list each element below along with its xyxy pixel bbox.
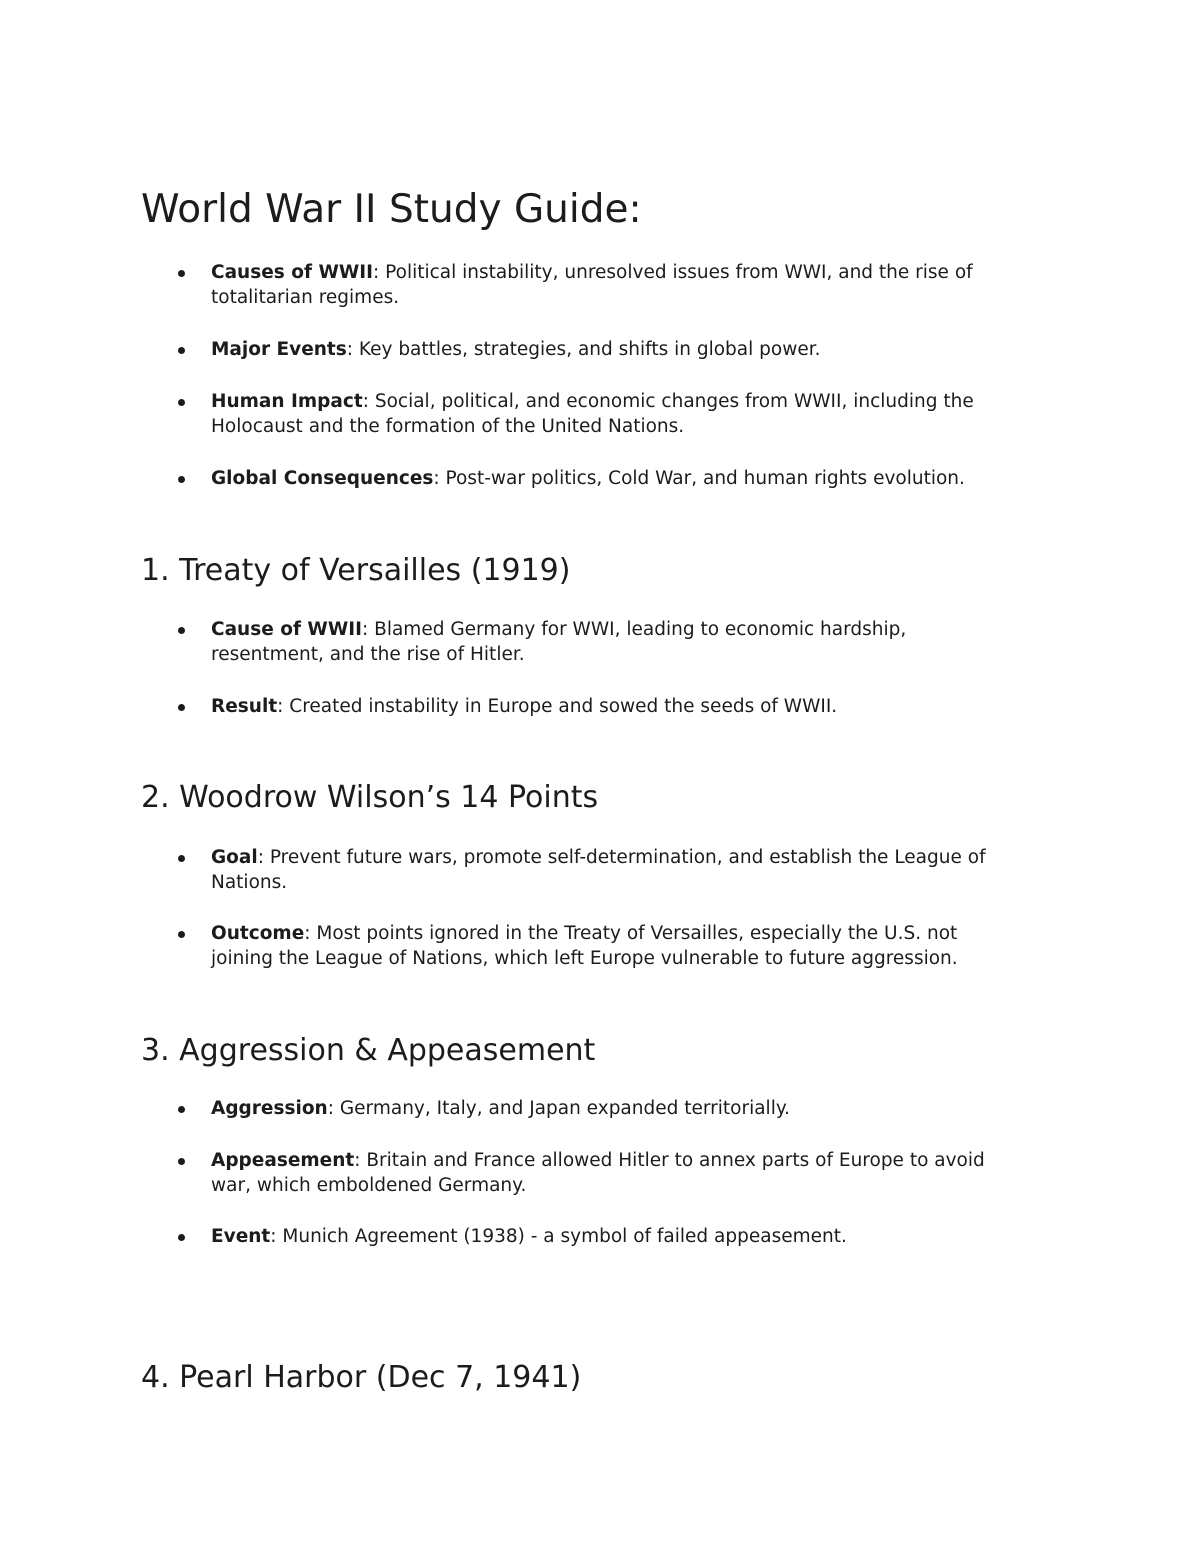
list-item-text (211, 1224, 1071, 1249)
list-item-text (211, 260, 1071, 310)
list-item-label: Human Impact (211, 391, 363, 412)
list-item-text (211, 921, 1071, 971)
bullet-icon (178, 270, 185, 277)
section-heading: 1. Treaty of Versailles (1919) (141, 553, 571, 588)
section-heading: 3. Aggression & Appeasement (141, 1033, 596, 1068)
list-item-label: Outcome (211, 923, 305, 944)
list-item-text (211, 389, 1071, 439)
page-title: World War II Study Guide: (141, 187, 642, 232)
list-item-text (211, 845, 1071, 895)
list-item-label: Result (211, 696, 278, 717)
bullet-icon (178, 1158, 185, 1165)
bullet-icon (178, 399, 185, 406)
list-item-label: Causes of WWII (211, 262, 374, 283)
list-item-body: : Blamed Germany for WWI, leading to economic hardship, resentment, and the rise of Hitler. (211, 619, 907, 665)
bullet-icon (178, 347, 185, 354)
bullet-icon (178, 1234, 185, 1241)
list-item-body: : Created instability in Europe and sowed the seeds of WWII. (277, 696, 838, 717)
list-item-label: Goal (211, 847, 258, 868)
list-item-label: Major Events (211, 339, 347, 360)
list-item-label: Global Consequences (211, 468, 434, 489)
list-item-label: Aggression (211, 1098, 328, 1119)
list-item-text (211, 1096, 1071, 1121)
bullet-icon (178, 931, 185, 938)
bullet-icon (178, 476, 185, 483)
list-item-body: : Post-war politics, Cold War, and human rights evolution. (433, 468, 965, 489)
list-item-body: : Germany, Italy, and Japan expanded territorially. (327, 1098, 791, 1119)
list-item-text (211, 466, 1071, 491)
list-item-body: : Political instability, unresolved issues from WWI, and the rise of totalitarian regimes. (211, 262, 973, 308)
section-heading: 2. Woodrow Wilson’s 14 Points (141, 780, 599, 815)
list-item-body: : Britain and France allowed Hitler to annex parts of Europe to avoid war, which emboldened Germany. (211, 1150, 985, 1196)
list-item-text (211, 337, 1071, 362)
bullet-icon (178, 704, 185, 711)
list-item-body: : Most points ignored in the Treaty of Versailles, especially the U.S. not joining the League of Nations, which left Europe vulnerable to future aggression. (211, 923, 958, 969)
list-item-text (211, 617, 1071, 667)
bullet-icon (178, 627, 185, 634)
list-item-text (211, 694, 1071, 719)
list-item-label: Appeasement (211, 1150, 355, 1171)
section-heading: 4. Pearl Harbor (Dec 7, 1941) (141, 1360, 582, 1395)
list-item-body: : Social, political, and economic changes from WWII, including the Holocaust and the formation of the United Nations. (211, 391, 974, 437)
list-item-body: : Prevent future wars, promote self-determination, and establish the League of Nations. (211, 847, 986, 893)
list-item-label: Cause of WWII (211, 619, 363, 640)
bullet-icon (178, 855, 185, 862)
list-item-body: : Munich Agreement (1938) - a symbol of failed appeasement. (270, 1226, 847, 1247)
list-item-label: Event (211, 1226, 271, 1247)
list-item-body: : Key battles, strategies, and shifts in global power. (346, 339, 821, 360)
list-item-text (211, 1148, 1071, 1198)
bullet-icon (178, 1106, 185, 1113)
